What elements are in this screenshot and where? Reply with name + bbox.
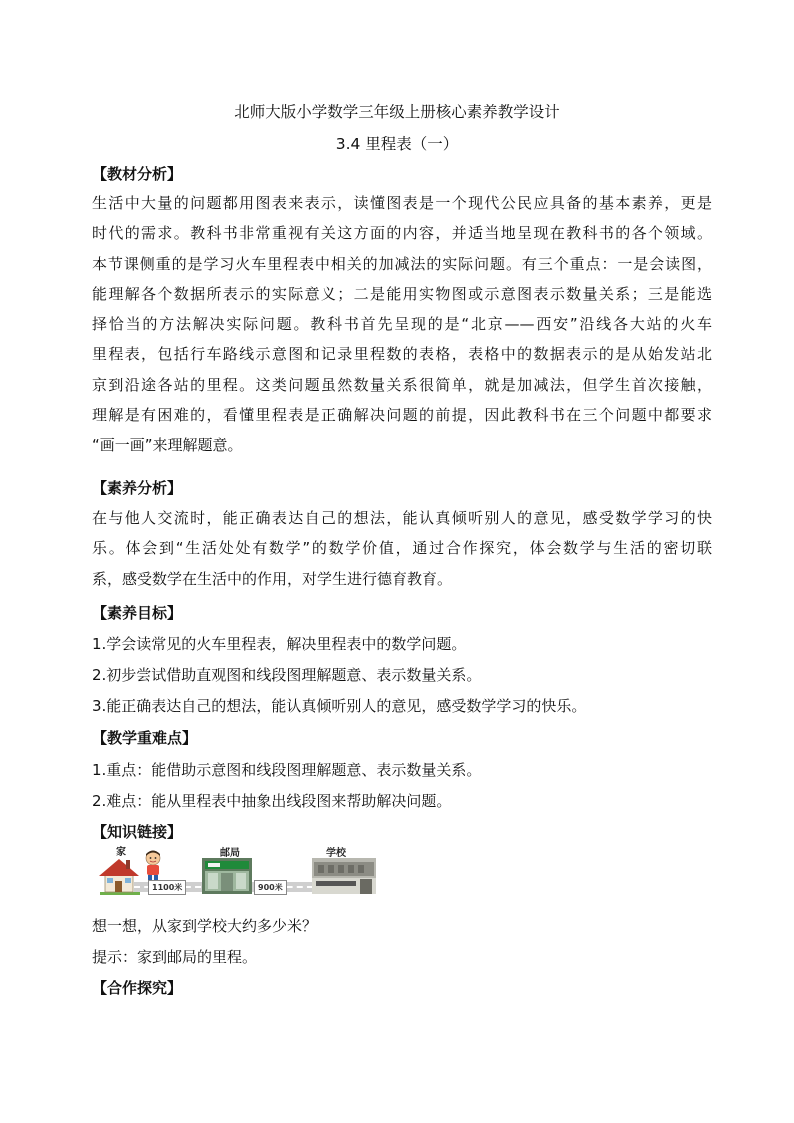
- section-heading-literacy: 【素养分析】: [92, 479, 183, 497]
- text-line: 乐。体会到“生活处处有数学”的数学价值，通过合作探究，体会数学与生活的密切联: [92, 539, 712, 558]
- post-office-icon: [202, 858, 252, 894]
- text-line: 时代的需求。教科书非常重视有关这方面的内容，并适当地呈现在教科书的各个领域。: [92, 224, 712, 243]
- text-line: “画一画”来理解题意。: [92, 436, 243, 455]
- goal-item: 1.学会读常见的火车里程表，解决里程表中的数学问题。: [92, 635, 467, 653]
- document-title: 北师大版小学数学三年级上册核心素养教学设计: [234, 103, 560, 121]
- distance-label-1: 1100米: [148, 880, 186, 895]
- hint-text: 提示：家到邮局的里程。: [92, 948, 258, 966]
- text-line: 理解是有困难的，看懂里程表是正确解决问题的前提，因此教科书在三个问题中都要求: [92, 406, 712, 425]
- section-heading-keypoints: 【教学重难点】: [92, 729, 198, 747]
- keypoint-item: 2.难点：能从里程表中抽象出线段图来帮助解决问题。: [92, 792, 452, 810]
- literacy-paragraph: [92, 503, 712, 594]
- text-line: 系，感受数学在生活中的作用，对学生进行德育教育。: [92, 569, 453, 588]
- text-line: 里程表，包括行车路线示意图和记录里程数的表格，表格中的数据表示的是从始发站北: [92, 345, 712, 364]
- text-line: 在与他人交流时，能正确表达自己的想法，能认真倾听别人的意见，感受数学学习的快: [92, 509, 712, 527]
- lesson-title: 3.4 里程表（一）: [335, 135, 459, 153]
- goal-item: 2.初步尝试借助直观图和线段图理解题意、表示数量关系。: [92, 666, 482, 684]
- question-text: 想一想，从家到学校大约多少米？: [92, 917, 318, 935]
- school-icon: [312, 858, 376, 894]
- section-heading-goals: 【素养目标】: [92, 604, 183, 622]
- distance-label-2: 900米: [254, 880, 287, 895]
- distance-diagram: [94, 840, 379, 902]
- text-line: 生活中大量的问题都用图表来表示，读懂图表是一个现代公民应具备的基本素养，更是: [92, 194, 712, 212]
- section-heading-explore: 【合作探究】: [92, 979, 183, 997]
- house-icon: [96, 856, 142, 896]
- text-line: 能理解各个数据所表示的实际意义；二是能用实物图或示意图表示数量关系；三是能选: [92, 284, 712, 303]
- goal-item: 3.能正确表达自己的想法，能认真倾听别人的意见，感受数学学习的快乐。: [92, 697, 587, 715]
- home-label: 家: [116, 847, 126, 858]
- school-label: 学校: [326, 848, 346, 859]
- section-heading-link: 【知识链接】: [92, 823, 183, 841]
- text-line: 京到沿途各站的里程。这类问题虽然数量关系很简单，就是加减法，但学生首次接触，: [92, 375, 712, 394]
- post-office-label: 邮局: [220, 848, 240, 859]
- section-heading-material: 【教材分析】: [92, 165, 183, 183]
- child-icon: [142, 850, 164, 884]
- text-line: 择恰当的方法解决实际问题。教科书首先呈现的是“北京——西安”沿线各大站的火车: [92, 315, 712, 334]
- keypoint-item: 1.重点：能借助示意图和线段图理解题意、表示数量关系。: [92, 761, 482, 779]
- text-line: 本节课侧重的是学习火车里程表中相关的加减法的实际问题。有三个重点：一是会读图，: [92, 254, 712, 273]
- material-paragraph: [92, 188, 712, 461]
